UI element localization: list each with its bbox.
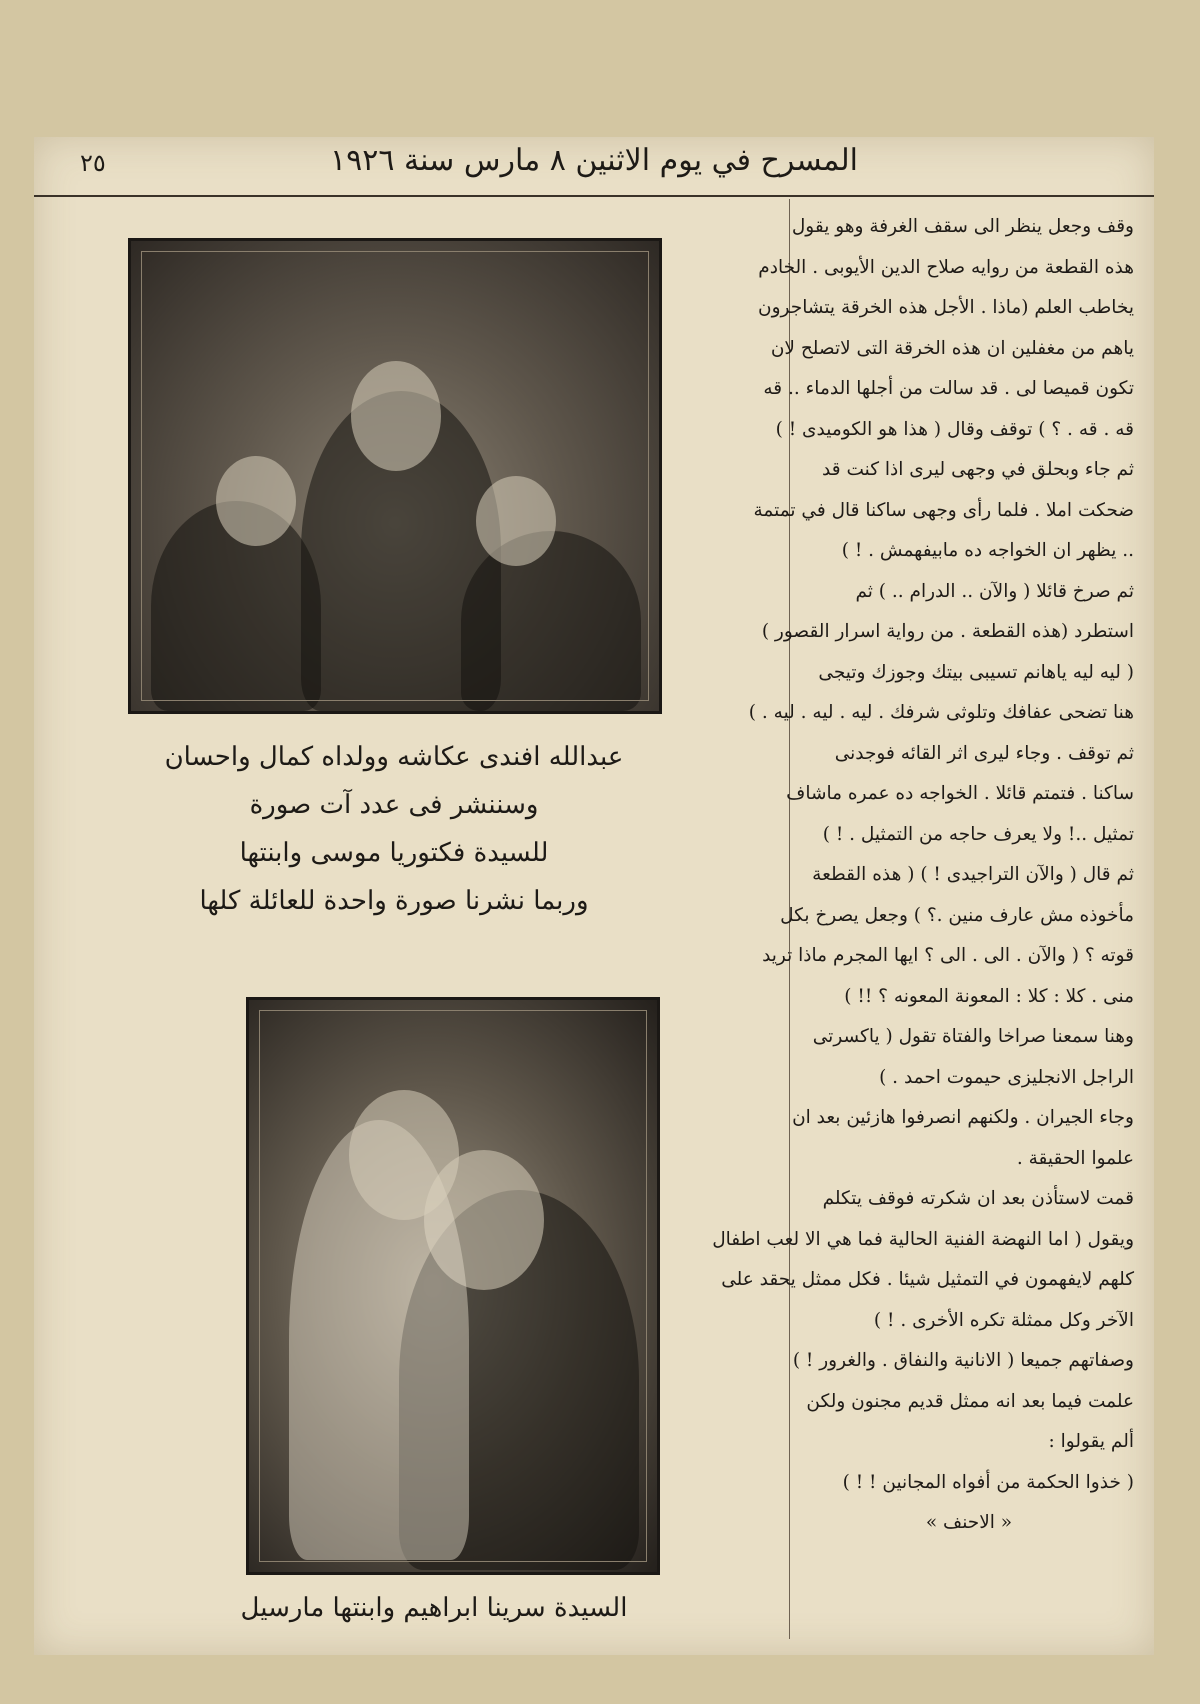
article-line: ساكنا . فتمتم قائلا . الخواجه ده عمره ماشاف — [786, 783, 1134, 804]
caption-line: وسننشر فى عدد آت صورة — [249, 790, 539, 820]
page-number: ٢٥ — [80, 149, 106, 177]
article-line: قوته ؟ ( والآن . الى . الى ؟ ايها المجرم ماذا تريد — [762, 945, 1134, 966]
article-line: يخاطب العلم (ماذا . الأجل هذه الخرقة يتشاجرون — [758, 297, 1134, 318]
article-line: وصفاتهم جميعا ( الانانية والنفاق . والغرور ! ) — [792, 1350, 1134, 1371]
article-line: وجاء الجيران . ولكنهم انصرفوا هازئين بعد ان — [792, 1107, 1134, 1128]
article-line: هنا تضحى عفافك وتلوثى شرفك . ليه . ليه . ليه . ) — [748, 702, 1134, 723]
family-photo-bottom — [246, 997, 660, 1575]
article-column — [712, 207, 1134, 1544]
article-line: ( خذوا الحكمة من أفواه المجانين ! ! ) — [842, 1471, 1134, 1493]
article-line: مأخوذه مش عارف منين .؟ ) وجعل يصرخ بكل — [780, 904, 1134, 926]
article-line: ثم صرخ قائلا ( والآن .. الدرام .. ) ثم — [855, 580, 1134, 602]
caption-line: للسيدة فكتوريا موسى وابنتها — [239, 838, 549, 868]
article-line: قه . قه . ؟ ) توقف وقال ( هذا هو الكوميدى ! ) — [775, 418, 1134, 440]
article-line: استطرد (هذه القطعة . من رواية اسرار القصور ) — [761, 621, 1134, 642]
article-line: ثم جاء وبحلق في وجهى ليرى اذا كنت قد — [822, 459, 1134, 480]
article-line: تمثيل ..! ولا يعرف حاجه من التمثيل . ! ) — [822, 823, 1134, 845]
article-line: قمت لاستأذن بعد ان شكرته فوقف يتكلم — [822, 1188, 1134, 1209]
article-line: ثم توقف . وجاء ليرى اثر القائه فوجدنى — [834, 742, 1134, 764]
article-line: ألم يقولوا : — [1048, 1431, 1134, 1452]
article-line: ثم قال ( والآن التراجيدى ! ) ( هذه القطعة — [812, 864, 1134, 885]
header-title: المسرح في يوم الاثنين ٨ مارس سنة ١٩٢٦ — [330, 143, 858, 178]
magazine-page — [34, 137, 1154, 1655]
bottom-photo-caption: السيدة سرينا ابراهيم وابنتها مارسيل — [240, 1593, 628, 1623]
top-photo-caption — [144, 733, 644, 925]
article-line: هذه القطعة من روايه صلاح الدين الأيوبى . الخادم — [758, 256, 1134, 278]
article-line: وقف وجعل ينظر الى سقف الغرفة وهو يقول — [791, 216, 1134, 237]
article-line: الراجل الانجليزى حيموت احمد . ) — [879, 1066, 1134, 1088]
article-line: كلهم لايفهمون في التمثيل شيئا . فكل ممثل يحقد على — [721, 1269, 1134, 1290]
caption-line: وربما نشرنا صورة واحدة للعائلة كلها — [199, 886, 589, 916]
article-line: علمت فيما بعد انه ممثل قديم مجنون ولكن — [806, 1390, 1134, 1412]
article-line: وهنا سمعنا صراخا والفتاة تقول ( ياكسرتى — [812, 1026, 1134, 1047]
article-line: ياهم من مغفلين ان هذه الخرقة التى لاتصلح لان — [770, 337, 1134, 359]
article-line: علموا الحقيقة . — [1016, 1147, 1134, 1169]
article-line: ويقول ( اما النهضة الفنية الحالية فما هي الا لعب اطفال — [712, 1228, 1134, 1250]
family-photo-top — [128, 238, 662, 714]
article-line: ضحكت املا . فلما رأى وجهى ساكنا قال في تمتمة — [753, 499, 1134, 521]
article-line: ( ليه ليه ياهانم تسيبى بيتك وجوزك وتيجى — [818, 661, 1134, 683]
article-line: منى . كلا : كلا : المعونة المعونه ؟ !! ) — [844, 985, 1134, 1007]
author-signature: « الاحنف » — [925, 1512, 1013, 1533]
caption-line: عبدالله افندى عكاشه وولداه كمال واحسان — [164, 742, 624, 772]
article-line: الآخر وكل ممثلة تكره الأخرى . ! ) — [873, 1309, 1134, 1331]
article-line: .. يظهر ان الخواجه ده مابيفهمش . ! ) — [841, 540, 1134, 561]
page-header — [34, 137, 1154, 197]
article-line: تكون قميصا لى . قد سالت من أجلها الدماء .. قه — [763, 378, 1134, 399]
